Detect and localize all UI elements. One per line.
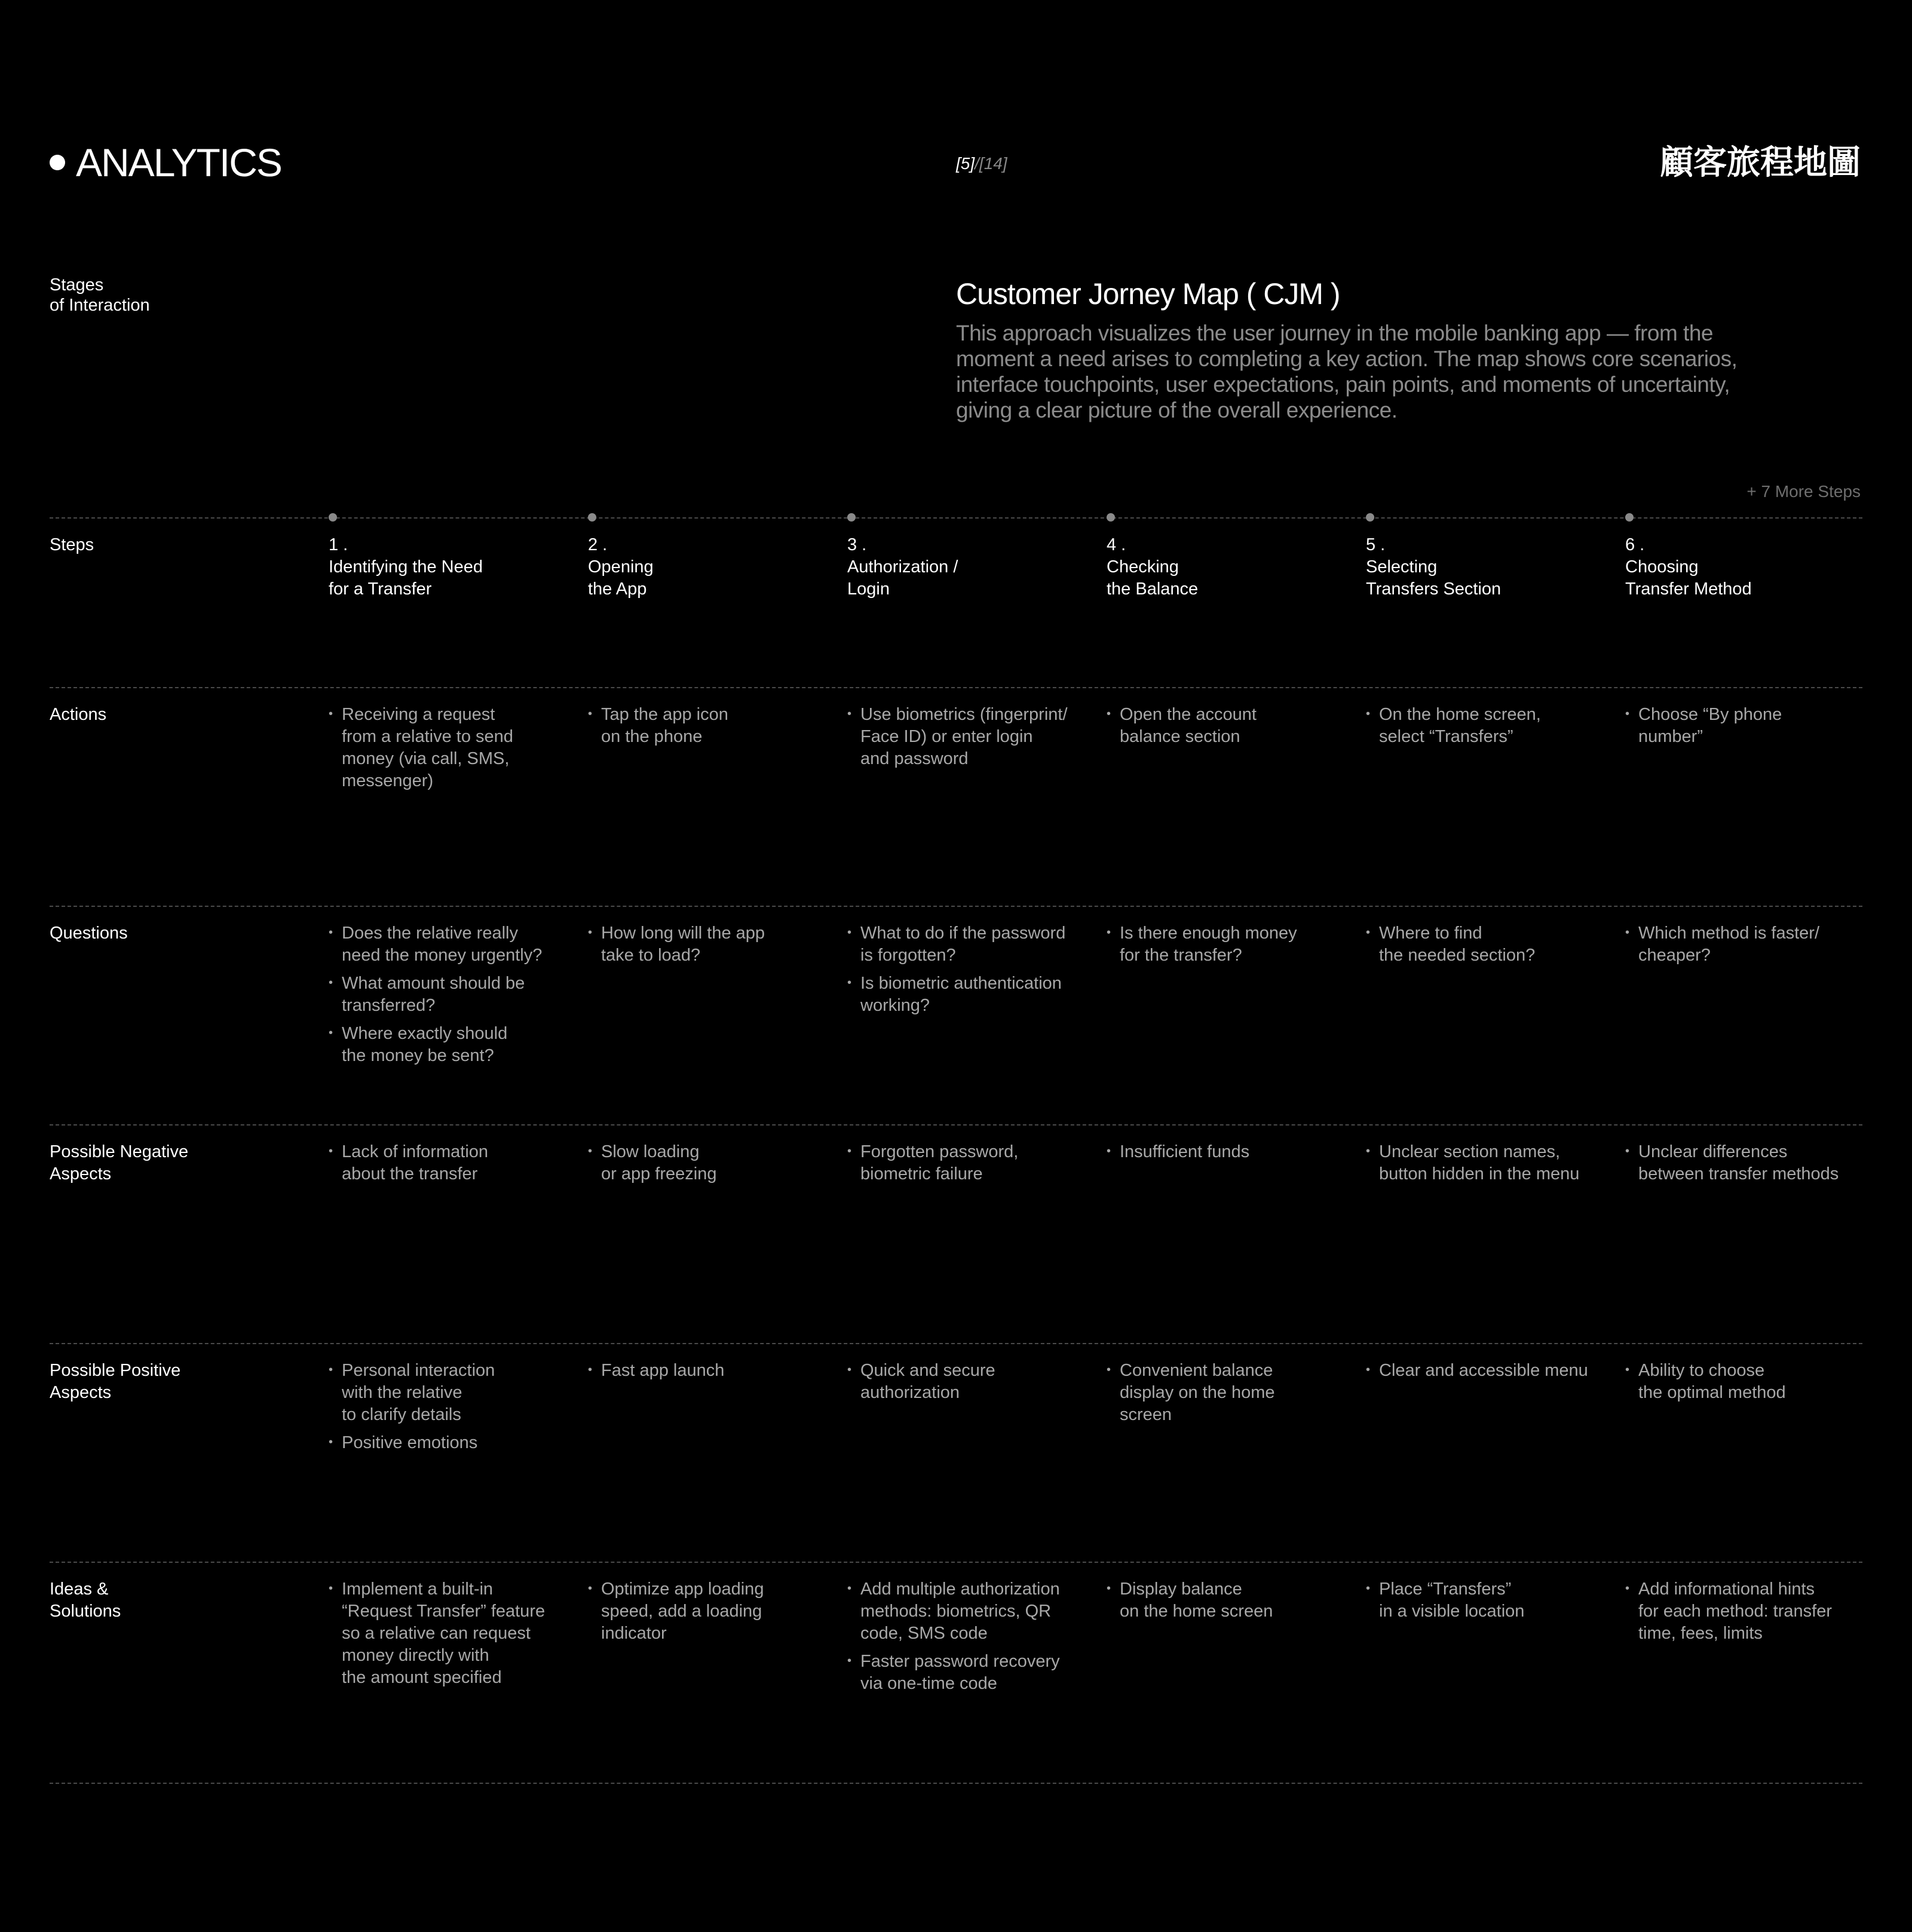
table-cell xyxy=(588,1141,821,1191)
cjm-description: This approach visualizes the user journey in the mobile banking app — from the moment a need arises to completing a key action. The map shows core scenarios, interface touchpoints, user expectations, pain points, and moments of uncertainty, giving a clear picture of the overall experience. xyxy=(956,321,1738,422)
table-cell xyxy=(1366,704,1599,754)
table-cell xyxy=(1107,704,1340,754)
section-title xyxy=(50,139,281,186)
step-2 xyxy=(588,534,827,600)
step-number: 2 . xyxy=(588,535,608,554)
row-divider xyxy=(50,1343,1862,1344)
table-cell xyxy=(1625,704,1858,754)
list-item: • Is there enough money for the transfer? xyxy=(1107,922,1340,967)
table-cell xyxy=(1107,922,1340,973)
list-item: • Implement a built-in “Request Transfer” feature so a relative can request money directly with the amount specified xyxy=(329,1578,562,1689)
row-divider xyxy=(50,517,1862,519)
list-item: • Receiving a request from a relative to send money (via call, SMS, messenger) xyxy=(329,704,562,792)
table-cell xyxy=(1625,1360,1858,1410)
table-cell xyxy=(1625,1578,1858,1651)
list-item: • Positive emotions xyxy=(329,1432,562,1454)
list-item: • Tap the app icon on the phone xyxy=(588,704,821,748)
row-divider xyxy=(50,687,1862,688)
table-cell xyxy=(1366,1578,1599,1629)
step-number: 3 . xyxy=(847,535,867,554)
table-cell xyxy=(588,922,821,973)
row-divider xyxy=(50,1124,1862,1126)
step-number: 4 . xyxy=(1107,535,1126,554)
table-cell xyxy=(1107,1578,1340,1629)
step-4 xyxy=(1107,534,1346,600)
row-divider xyxy=(50,1783,1862,1784)
list-item: • Clear and accessible menu xyxy=(1366,1360,1599,1382)
step-title: Choosing Transfer Method xyxy=(1625,557,1752,599)
list-item: • Use biometrics (fingerprint/ Face ID) or enter login and password xyxy=(847,704,1080,770)
row-divider xyxy=(50,906,1862,907)
list-item: • On the home screen, select “Transfers” xyxy=(1366,704,1599,748)
step-6 xyxy=(1625,534,1864,600)
table-cell xyxy=(329,704,562,798)
list-item: • Insufficient funds xyxy=(1107,1141,1340,1163)
stages-label: Stages of Interaction xyxy=(50,275,150,315)
list-item: • Choose “By phone number” xyxy=(1625,704,1858,748)
step-title: Authorization / Login xyxy=(847,557,958,599)
list-item: • Unclear section names, button hidden in the menu xyxy=(1366,1141,1599,1185)
table-cell xyxy=(1107,1141,1340,1169)
list-item: • Which method is faster/ cheaper? xyxy=(1625,922,1858,967)
table-cell xyxy=(588,1360,821,1388)
step-number: 1 . xyxy=(329,535,348,554)
table-cell xyxy=(847,922,1080,1023)
table-cell xyxy=(588,704,821,754)
step-number: 5 . xyxy=(1366,535,1386,554)
list-item: • Place “Transfers” in a visible location xyxy=(1366,1578,1599,1623)
table-cell xyxy=(329,1141,562,1191)
list-item: • Convenient balance display on the home screen xyxy=(1107,1360,1340,1426)
list-item: • Fast app launch xyxy=(588,1360,821,1382)
row-label-steps: Steps xyxy=(50,535,94,554)
table-cell xyxy=(329,1578,562,1695)
cjk-title: 顧客旅程地圖 xyxy=(1660,143,1861,182)
list-item: • Display balance on the home screen xyxy=(1107,1578,1340,1623)
step-title: Identifying the Need for a Transfer xyxy=(329,557,483,599)
list-item: • Faster password recovery via one-time code xyxy=(847,1651,1080,1695)
section-title-text: ANALYTICS xyxy=(76,140,281,185)
list-item: • Add informational hints for each method: transfer time, fees, limits xyxy=(1625,1578,1858,1645)
list-item: • How long will the app take to load? xyxy=(588,922,821,967)
table-cell xyxy=(1625,922,1858,973)
table-cell xyxy=(1366,1141,1599,1191)
table-cell xyxy=(847,704,1080,776)
row-label: Questions xyxy=(50,924,128,943)
row-label: Possible Negative Aspects xyxy=(50,1142,189,1183)
table-cell xyxy=(588,1578,821,1651)
bullet-dot-icon xyxy=(50,155,65,170)
step-title: Opening the App xyxy=(588,557,654,599)
row-label: Ideas & Solutions xyxy=(50,1580,121,1621)
more-steps-link[interactable]: + 7 More Steps xyxy=(1746,482,1861,501)
row-label: Possible Positive Aspects xyxy=(50,1361,181,1402)
step-1 xyxy=(329,534,568,600)
step-title: Checking the Balance xyxy=(1107,557,1199,599)
list-item: • Slow loading or app freezing xyxy=(588,1141,821,1185)
list-item: • Forgotten password, biometric failure xyxy=(847,1141,1080,1185)
list-item: • Does the relative really need the money urgently? xyxy=(329,922,562,967)
step-5 xyxy=(1366,534,1605,600)
list-item: • What to do if the password is forgotten? xyxy=(847,922,1080,967)
list-item: • Quick and secure authorization xyxy=(847,1360,1080,1404)
table-cell xyxy=(847,1578,1080,1701)
list-item: • Personal interaction with the relative to clarify details xyxy=(329,1360,562,1426)
list-item: • Optimize app loading speed, add a loading indicator xyxy=(588,1578,821,1645)
step-3 xyxy=(847,534,1086,600)
table-cell xyxy=(329,922,562,1073)
cjm-title: Customer Jorney Map ( CJM ) xyxy=(956,277,1340,311)
table-cell xyxy=(847,1360,1080,1410)
step-marker-icon xyxy=(1366,513,1374,522)
page-separator: / xyxy=(975,154,979,173)
table-cell xyxy=(1107,1360,1340,1432)
step-marker-icon xyxy=(588,513,596,522)
step-marker-icon xyxy=(1625,513,1634,522)
page-total: [14] xyxy=(979,154,1007,173)
step-marker-icon xyxy=(847,513,856,522)
list-item: • Lack of information about the transfer xyxy=(329,1141,562,1185)
list-item: • Is biometric authentication working? xyxy=(847,973,1080,1017)
page-current: [5] xyxy=(956,154,975,173)
table-cell xyxy=(329,1360,562,1460)
step-marker-icon xyxy=(329,513,337,522)
list-item: • Where to find the needed section? xyxy=(1366,922,1599,967)
list-item: • What amount should be transferred? xyxy=(329,973,562,1017)
list-item: • Add multiple authorization methods: biometrics, QR code, SMS code xyxy=(847,1578,1080,1645)
table-cell xyxy=(1625,1141,1858,1191)
list-item: • Open the account balance section xyxy=(1107,704,1340,748)
row-label: Actions xyxy=(50,705,107,724)
step-title: Selecting Transfers Section xyxy=(1366,557,1502,599)
table-cell xyxy=(1366,922,1599,973)
list-item: • Ability to choose the optimal method xyxy=(1625,1360,1858,1404)
step-marker-icon xyxy=(1107,513,1115,522)
table-cell xyxy=(1366,1360,1599,1388)
list-item: • Unclear differences between transfer methods xyxy=(1625,1141,1858,1185)
list-item: • Where exactly should the money be sent? xyxy=(329,1023,562,1067)
table-cell xyxy=(847,1141,1080,1191)
step-number: 6 . xyxy=(1625,535,1645,554)
page-counter xyxy=(956,153,1007,174)
row-divider xyxy=(50,1562,1862,1563)
